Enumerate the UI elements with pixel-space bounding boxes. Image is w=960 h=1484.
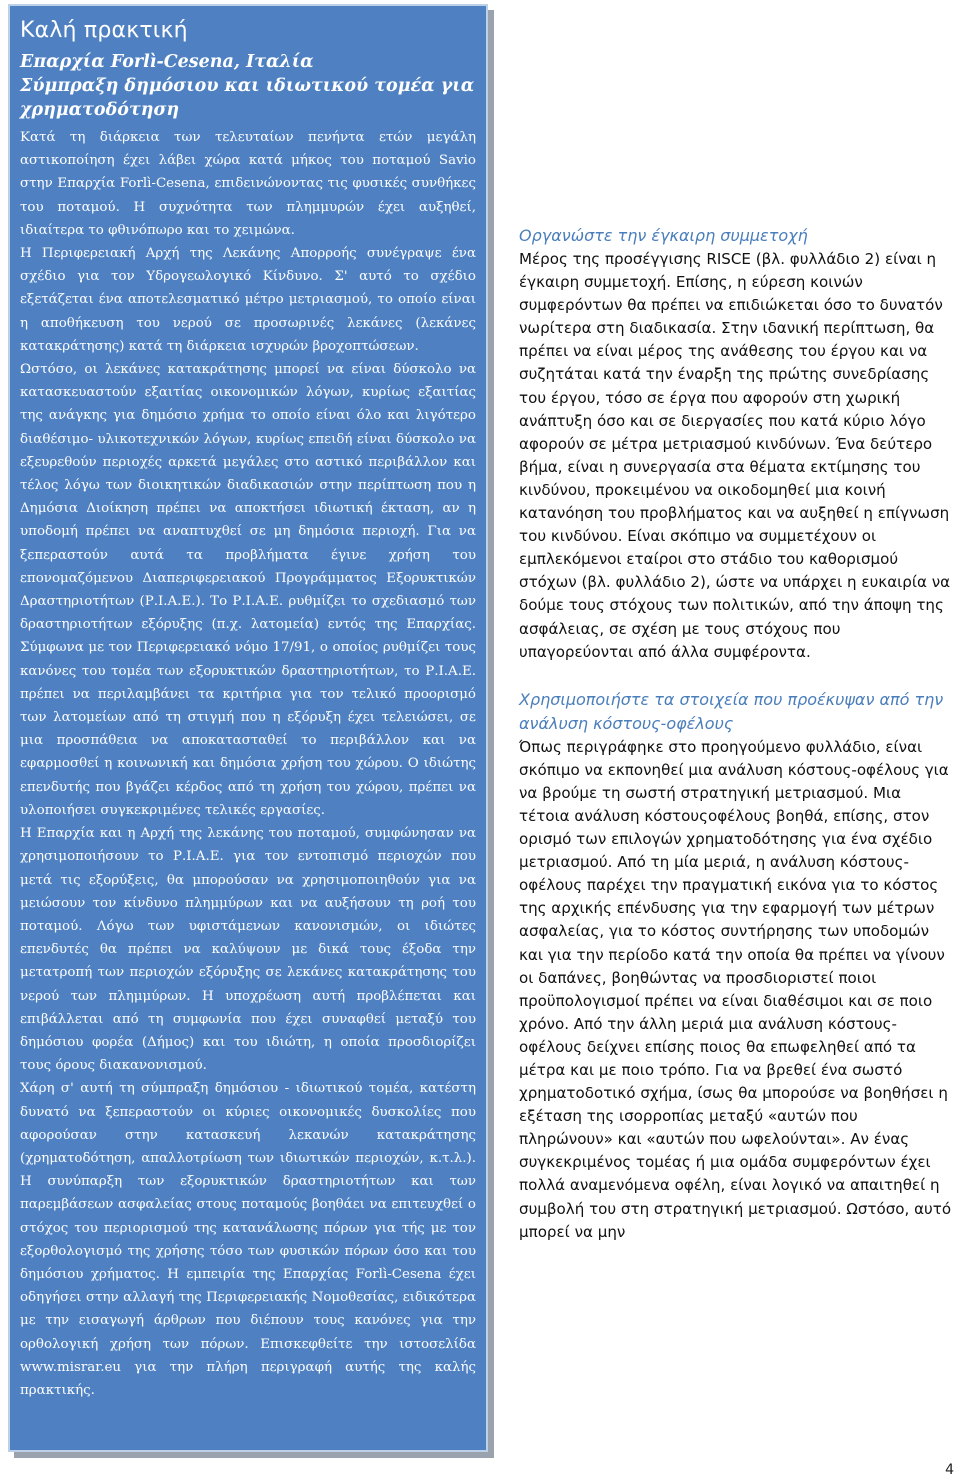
box-location-subheading: Επαρχία Forlì-Cesena, Ιταλία [20, 52, 314, 72]
box-topic-subheading: Σύμπραξη δημόσιου και ιδιωτικού τομέα για χρηματοδότηση [20, 76, 475, 120]
box-paragraph: Η Επαρχία και η Αρχή της λεκάνης του ποταμού, συμφώνησαν να χρησιμοποιήσουν το Ρ.Ι.Α.Ε. για τον εντοπισμό περιοχών που μετά τις εξορύξεις, θα μπορούσαν να χρησιμοποιηθούν για να μειώσουν τον κίνδυνο πλημμύρων και να αυξήσουν τη ροή του ποταμού. Λόγω των υφιστάμενων κανονισμών, οι ιδιώτες επενδυτές θα πρέπει να καλύψουν με δικά τους έξοδα την μετατροπή των περιοχών εξόρυξης σε λεκάνες κατακράτησης του νερού των πλημμύρων. Η υποχρέωση αυτή προβλέπεται και επιβάλλεται από τη συμφωνία που έχει συναφθεί μεταξύ του δημόσιου φορέα (Δήμος) και του ιδιώτη, η οποία προσδιορίζει τους όρους διακανονισμού. [20, 826, 476, 1074]
section-text-early-participation: Μέρος της προσέγγισης RISCE (βλ. φυλλάδιο 2) είναι η έγκαιρη συμμετοχή. Επίσης, η εύρεση κοινών συμφερόντων θα πρέπει να επιδιώκεται όσο το δυνατόν νωρίτερα στη διαδικασία. Στην ιδανική περίπτωση, θα πρέπει να είναι μέρος της ανάθεσης του έργου και να συζητάται κατά την έναρξη της πρώτης συνεδρίασης του έργου, τόσο σε έργα που αφορούν στη χωρική ανάπτυξη όσο και σε διεργασίες που κατά κύριο λόγο αφορούν σε μέτρα μετριασμού κινδύνων. Ένα δεύτερο βήμα, είναι η συνεργασία στα θέματα εκτίμησης του κινδύνου, προκειμένου να οικοδομηθεί μια κοινή κατανόηση του προβλήματος και να αυξηθεί η επίγνωση του κινδύνου. Είναι σκόπιμο να συμμετέχουν οι εμπλεκόμενοι εταίροι στο στάδιο του καθορισμού στόχων (βλ. φυλλάδιο 2), ώστε να υπάρχει η ευκαιρία να δούμε τους στόχους των πολιτικών, από την άποψη της ασφάλειας, σε σχέση με τους στόχους που υπαγορεύονται από άλλα συμφέροντα. [519, 250, 951, 661]
section-heading-cost-benefit: Χρησιμοποιήστε τα στοιχεία που προέκυψαν από την ανάλυση κόστους-οφέλους [519, 689, 944, 733]
box-paragraph: Κατά τη διάρκεια των τελευταίων πενήντα ετών μεγάλη αστικοποίηση έχει λάβει χώρα κατά μήκος του ποταμού Savio στην Επαρχία Forlì-Cesena, επιδεινώνοντας τις φυσικές συνθήκες του ποταμού. Η συχνότητα των πλημμυρών έχει αυξηθεί, ιδιαίτερα το φθινόπωρο και το χειμώνα. [20, 130, 476, 238]
right-column [519, 224, 956, 1244]
box-heading: Καλή πρακτική [20, 18, 188, 43]
section-heading-early-participation: Οργανώστε την έγκαιρη συμμετοχή [519, 226, 808, 245]
page-number: 4 [945, 1462, 954, 1478]
box-paragraph: Ωστόσο, οι λεκάνες κατακράτησης μπορεί να είναι δύσκολο να κατασκευαστούν εξαιτίας οικονομικών λόγων, κυρίως εξαιτίας της ανάγκης για δημόσιο χρήμα το οποίο είναι όλο και λιγότερο διαθέσιμο- υλικοτεχνικών λόγων, κυρίως επειδή είναι δύσκολο να εξευρεθούν περιοχές αρκετά μεγάλες στο αστικό περιβάλλον και τέλος λόγω των διοικητικών διαδικασιών στην περίπτωση που η Δημόσια Διοίκηση πρέπει να αποκτήσει ιδιωτική έκταση, αν η υποδομή πρέπει να αναπτυχθεί σε μη δημόσια περιοχή. Για να ξεπεραστούν αυτά τα προβλήματα έγινε χρήση του επονομαζόμενου Διαπεριφερειακού Προγράμματος Εξορυκτικών Δραστηριοτήτων (Ρ.Ι.Α.Ε.). Το Ρ.Ι.Α.Ε. ρυθμίζει το σχεδιασμό των δραστηριοτήτων εξόρυξης (π.χ. λατομεία) εντός της Επαρχίας. Σύμφωνα με τον Περιφερειακό νόμο 17/91, ο οποίος ρυθμίζει τους κανόνες του τομέα των εξορυκτικών δραστηριοτήτων, το Ρ.Ι.Α.Ε. πρέπει να περιλαμβάνει τα κριτήρια για τον τελικό προορισμό των λατομείων από τη στιγμή που η εξόρυξη έχει τελειώσει, σε μια προσπάθεια να αποκατασταθεί το περιβάλλον και να εφαρμοσθεί η κοινωνική και δημόσια χρήση του χώρου. Ο ιδιώτης επενδυτής που βγάζει κέρδος από τη χρήση του χώρου, πρέπει να υλοποιήσει συγκεκριμένες τελικές εργασίες. [20, 362, 476, 818]
section-text-cost-benefit: Όπως περιγράφηκε στο προηγούμενο φυλλάδιο, είναι σκόπιμο να εκπονηθεί μια ανάλυση κόστους-οφέλους για να βρούμε τη σωστή στρατηγική μετριασμού. Μια τέτοια ανάλυση κόστουςοφέλους βοηθά, επίσης, στον ορισμό των επιλογών χρηματοδότησης για ένα σχέδιο μετριασμού. Από τη μία μεριά, η ανάλυση κόστους-οφέλους παρέχει την πραγματική εικόνα για το κόστος της αρχικής επένδυσης για την εφαρμογή των μέτρων ασφαλείας, για το κόστος συντήρησης των υποδομών και για την περίοδο κατά την οποία θα πρέπει να γίνουν οι δαπάνες, βοηθώντας να προσδιοριστεί ποιοι προϋπολογισμοί πρέπει να είναι διαθέσιμοι και σε ποιο χρόνο. Από την άλλη μεριά μια ανάλυση κόστους-οφέλους δείχνει επίσης ποιος θα επωφεληθεί από τα μέτρα και με ποιο τρόπο. Για να βρεθεί ένα σωστό χρηματοδοτικό σχήμα, ίσως θα μπορούσε να βοηθήσει η εξέταση της ισορροπίας μεταξύ «αυτών που πληρώνουν» και «αυτών που ωφελούνται». Αν ένας συγκεκριμένος τομέας ή μια ομάδα συμφερόντων έχει πολλά αναμενόμενα οφέλη, είναι λογικό να απαιτηθεί η συμβολή του στη στρατηγική μετριασμού. Ωστόσο, αυτό μπορεί να μην [519, 737, 952, 1241]
box-paragraph: Η Περιφερειακή Αρχή της Λεκάνης Απορροής συνέγραψε ένα σχέδιο για τον Υδρογεωλογικό Κίνδυνο. Σ' αυτό το σχέδιο εξετάζεται ένα αποτελεσματικό μέτρο μετριασμού, το οποίο είναι η αποθήκευση του νερού σε προσωρινές λεκάνες (λεκάνες κατακράτησης) κατά τη διάρκεια ισχυρών βροχοπτώσεων. [20, 246, 476, 354]
box-paragraph: Χάρη σ' αυτή τη σύμπραξη δημόσιου - ιδιωτικού τομέα, κατέστη δυνατό να ξεπεραστούν οι κύριες οικονομικές δυσκολίες που αφορούσαν στην κατασκευή λεκανών κατακράτησης (χρηματοδότηση, απαλλοτρίωση των ιδιωτικών περιοχών, κ.τ.λ.). Η συνύπαρξη των εξορυκτικών δραστηριοτήτων και των παρεμβάσεων ασφαλείας στους ποταμούς βοηθάει να επιτευχθεί ο στόχος του περιορισμού της κατανάλωσης πόρων για τής με τον εξορθολογισμό της χρήσης τόσο των φυσικών πόρων όσο και του δημόσιου χρήματος. Η εμπειρία της Επαρχίας Forlì-Cesena έχει οδηγήσει στην αλλαγή της Περιφερειακής Νομοθεσίας, ειδικότερα με την εισαγωγή άρθρων που διέπουν τους κανόνες για την ορθολογική χρήση των πόρων. Επισκεφθείτε την ιστοσελίδα www.misrar.eu για την πλήρη περιγραφή αυτής της καλής πρακτικής. [20, 1081, 476, 1398]
good-practice-box [8, 4, 488, 1452]
